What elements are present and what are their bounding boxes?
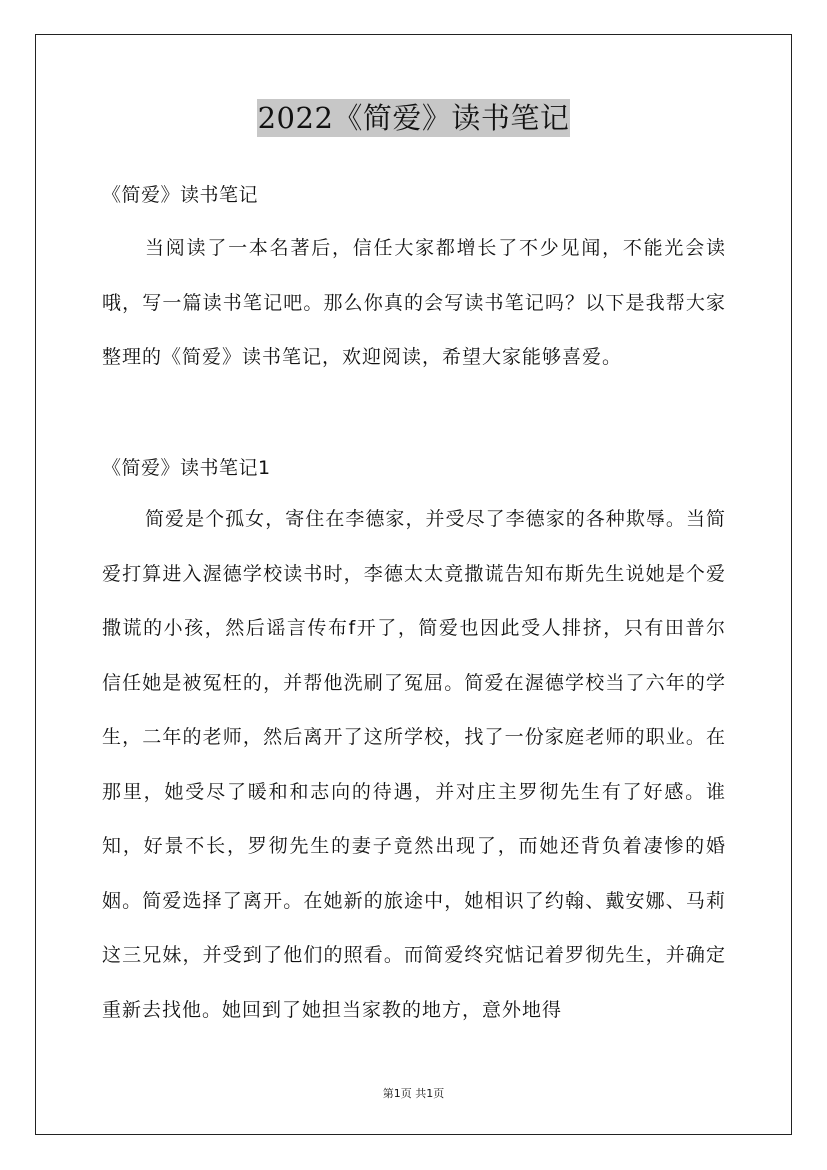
document-title-wrapper: [0, 96, 827, 137]
intro-heading: 《简爱》读书笔记: [102, 184, 259, 206]
section1-heading: 《简爱》读书笔记1: [102, 457, 271, 479]
intro-paragraph: 当阅读了一本名著后，信任大家都增长了不少见闻，不能光会读哦，写一篇读书笔记吧。那么你真的会写读书笔记吗？以下是我帮大家整理的《简爱》读书笔记，欢迎阅读，希望大家能够喜爱。: [102, 237, 726, 368]
page-footer: 第1页 共1页: [382, 1087, 445, 1100]
document-title: 2022《简爱》读书笔记: [257, 101, 570, 135]
section1-paragraph: 简爱是个孤女，寄住在李德家，并受尽了李德家的各种欺辱。当简爱打算进入渥德学校读书时，李德太太竟撒谎告知布斯先生说她是个爱撒谎的小孩，然后谣言传布f开了，简爱也因此受人排挤，只有田普尔信任她是被冤枉的，并帮他洗刷了冤屈。简爱在渥德学校当了六年的学生，二年的老师，然后离开了这所学校，找了一份家庭老师的职业。在那里，她受尽了暖和和志向的待遇，并对庄主罗彻先生有了好感。谁知，好景不长，罗彻先生的妻子竟然出现了，而她还背负着凄惨的婚姻。简爱选择了离开。在她新的旅途中，她相识了约翰、戴安娜、马莉这三兄妹，并受到了他们的照看。而简爱终究惦记着罗彻先生，并确定重新去找他。她回到了她担当家教的地方，意外地得: [102, 508, 726, 1021]
